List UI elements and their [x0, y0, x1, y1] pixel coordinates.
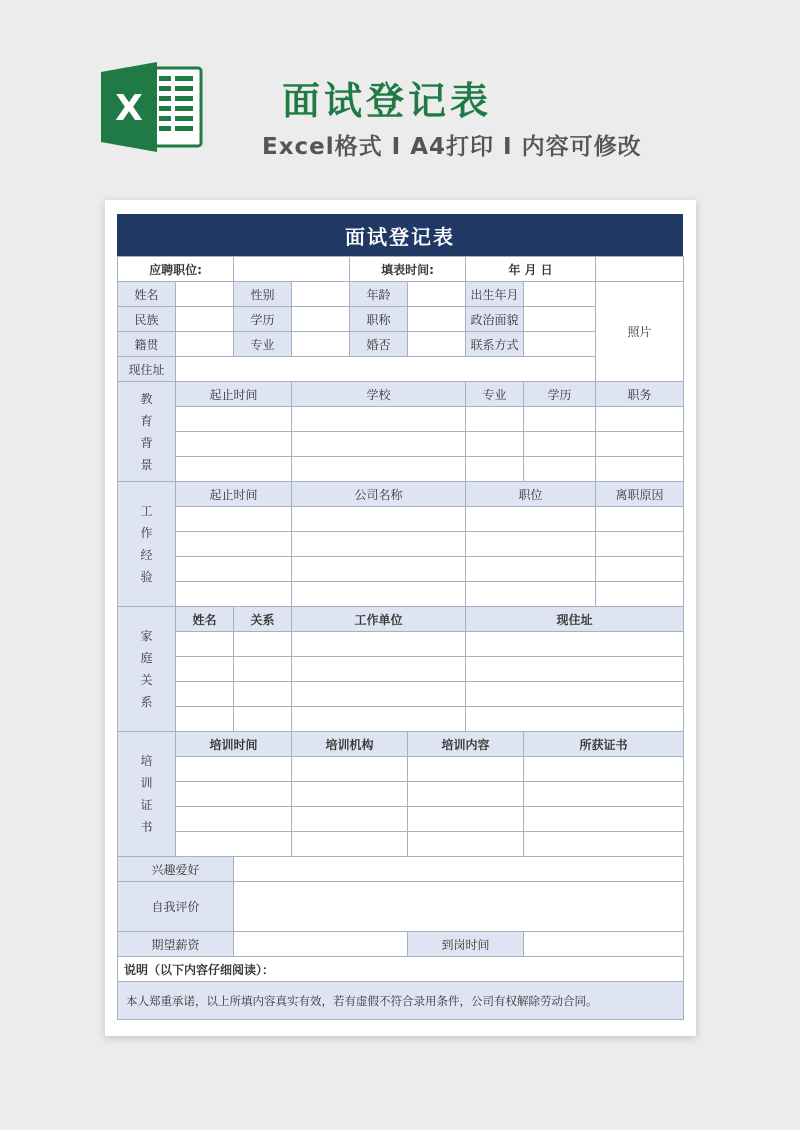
work-header-period: 起止时间 — [176, 482, 292, 507]
name-field[interactable] — [176, 282, 234, 307]
interview-form — [117, 214, 683, 1020]
gender-field[interactable] — [292, 282, 350, 307]
marital-label: 婚否 — [350, 332, 408, 357]
political-label: 政治面貌 — [466, 307, 524, 332]
photo-box[interactable]: 照片 — [596, 282, 684, 382]
excel-logo-icon — [101, 62, 205, 152]
logo-letter: X — [115, 88, 143, 129]
table-row — [118, 707, 684, 732]
table-row — [118, 407, 684, 432]
edu-header-major: 专业 — [466, 382, 524, 407]
table-row — [118, 582, 684, 607]
title-field[interactable] — [408, 307, 466, 332]
hobby-label: 兴趣爱好 — [118, 857, 234, 882]
address-label: 现住址 — [118, 357, 176, 382]
salary-label: 期望薪资 — [118, 932, 234, 957]
table-row — [118, 507, 684, 532]
table-row — [118, 432, 684, 457]
family-header-name: 姓名 — [176, 607, 234, 632]
political-field[interactable] — [524, 307, 596, 332]
table-row — [118, 807, 684, 832]
edu-header-role: 职务 — [596, 382, 684, 407]
note-text: 本人郑重承诺，以上所填内容真实有效，若有虚假不符合录用条件，公司有权解除劳动合同。 — [118, 982, 684, 1020]
note-title: 说明（以下内容仔细阅读）： — [118, 957, 684, 982]
hobby-field[interactable] — [234, 857, 684, 882]
table-row — [118, 532, 684, 557]
major-field[interactable] — [292, 332, 350, 357]
work-header-position: 职位 — [466, 482, 596, 507]
major-label: 专业 — [234, 332, 292, 357]
page-subtitle: Excel格式 I A4打印 I 内容可修改 — [262, 134, 642, 160]
training-section-label: 培 训 证 书 — [118, 732, 176, 857]
edu-header-degree: 学历 — [524, 382, 596, 407]
family-header-address: 现住址 — [466, 607, 684, 632]
page-title: 面试登记表 — [282, 79, 493, 123]
arrival-field[interactable] — [524, 932, 684, 957]
work-section-label: 工 作 经 验 — [118, 482, 176, 607]
form-title: 面试登记表 — [117, 214, 683, 256]
table-row — [118, 457, 684, 482]
table-row — [118, 782, 684, 807]
work-header-company: 公司名称 — [292, 482, 466, 507]
education-label: 学历 — [234, 307, 292, 332]
contact-label: 联系方式 — [466, 332, 524, 357]
form-table — [117, 256, 684, 1020]
education-section-label: 教 育 背 景 — [118, 382, 176, 482]
meta-blank — [596, 257, 684, 282]
training-header-content: 培训内容 — [408, 732, 524, 757]
edu-header-period: 起止时间 — [176, 382, 292, 407]
arrival-label: 到岗时间 — [408, 932, 524, 957]
salary-field[interactable] — [234, 932, 408, 957]
age-field[interactable] — [408, 282, 466, 307]
title-label: 职称 — [350, 307, 408, 332]
name-label: 姓名 — [118, 282, 176, 307]
birth-label: 出生年月 — [466, 282, 524, 307]
marital-field[interactable] — [408, 332, 466, 357]
self-eval-field[interactable] — [234, 882, 684, 932]
table-row — [118, 657, 684, 682]
work-header-reason: 离职原因 — [596, 482, 684, 507]
family-header-relation: 关系 — [234, 607, 292, 632]
family-header-employer: 工作单位 — [292, 607, 466, 632]
origin-label: 籍贯 — [118, 332, 176, 357]
training-header-period: 培训时间 — [176, 732, 292, 757]
address-field[interactable] — [176, 357, 596, 382]
birth-field[interactable] — [524, 282, 596, 307]
ethnicity-field[interactable] — [176, 307, 234, 332]
age-label: 年龄 — [350, 282, 408, 307]
edu-header-school: 学校 — [292, 382, 466, 407]
fill-time-field[interactable]: 年 月 日 — [466, 257, 596, 282]
training-header-certificate: 所获证书 — [524, 732, 684, 757]
table-row — [118, 682, 684, 707]
table-row — [118, 557, 684, 582]
self-eval-label: 自我评价 — [118, 882, 234, 932]
education-field[interactable] — [292, 307, 350, 332]
gender-label: 性别 — [234, 282, 292, 307]
family-section-label: 家 庭 关 系 — [118, 607, 176, 732]
contact-field[interactable] — [524, 332, 596, 357]
fill-time-label: 填表时间: — [350, 257, 466, 282]
origin-field[interactable] — [176, 332, 234, 357]
table-row — [118, 632, 684, 657]
ethnicity-label: 民族 — [118, 307, 176, 332]
position-field[interactable] — [234, 257, 350, 282]
table-row — [118, 832, 684, 857]
training-header-institute: 培训机构 — [292, 732, 408, 757]
position-label: 应聘职位: — [118, 257, 234, 282]
table-row — [118, 757, 684, 782]
